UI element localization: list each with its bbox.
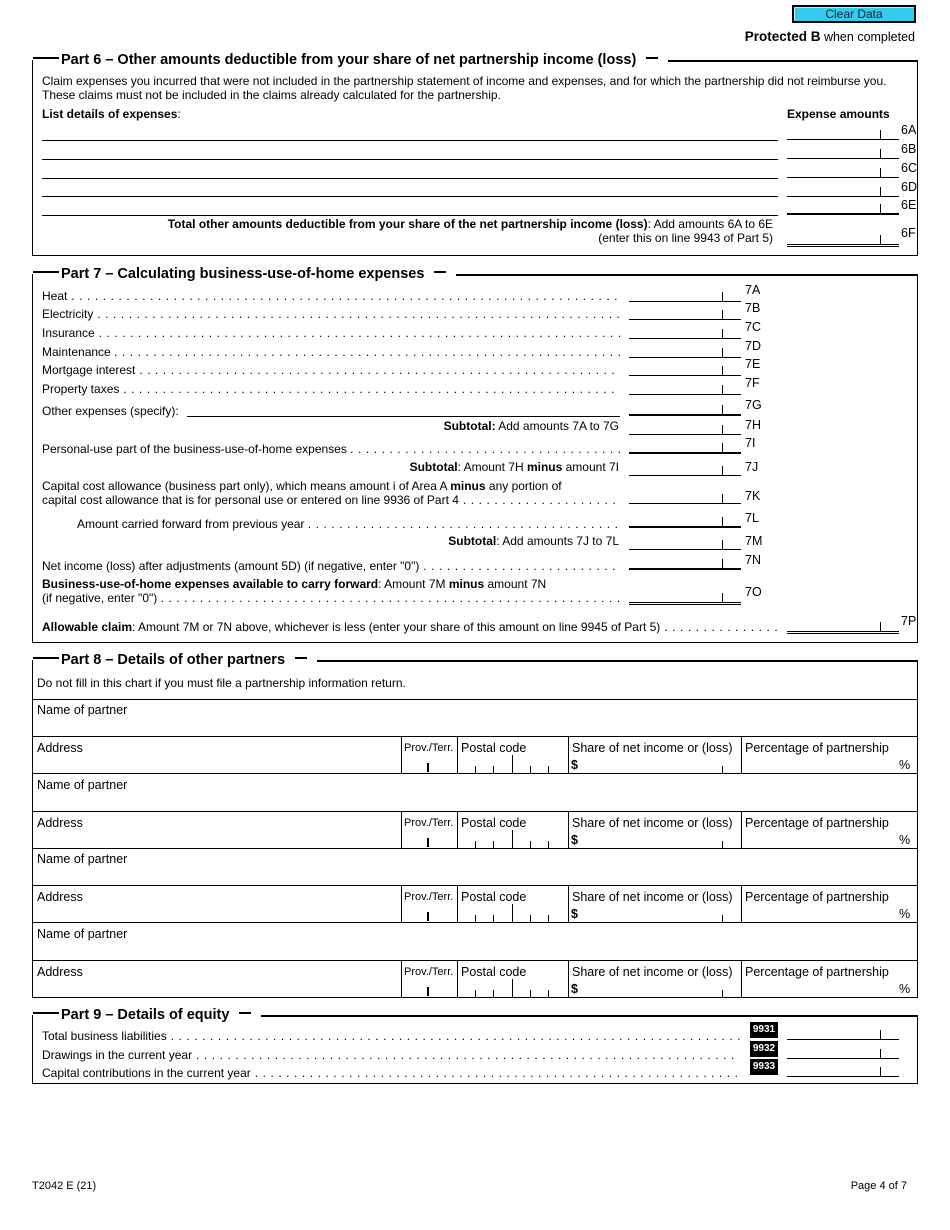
- prov-terr-label: Prov./Terr.: [404, 966, 454, 978]
- code-7e: 7E: [745, 357, 761, 371]
- dollar-sign: $: [571, 758, 578, 772]
- subtotal-7j-label: Subtotal: Amount 7H minus amount 7I: [409, 460, 619, 474]
- address-label: Address: [37, 965, 83, 979]
- other-expenses-specify-line[interactable]: [187, 416, 620, 417]
- prov-terr-label: Prov./Terr.: [404, 891, 454, 903]
- amount-7j[interactable]: [629, 462, 741, 476]
- part6-section: [32, 52, 918, 256]
- amount-7p[interactable]: [787, 619, 899, 634]
- total-amount-6f[interactable]: [787, 232, 899, 247]
- subtotal-7m-label: Subtotal: Add amounts 7J to 7L: [448, 534, 619, 548]
- amount-7k[interactable]: [629, 490, 741, 504]
- share-label: Share of net income or (loss): [572, 890, 733, 904]
- code-6a: 6A: [901, 123, 917, 137]
- percentage-label: Percentage of partnership: [745, 965, 889, 979]
- subtotal-7h-label: Subtotal: Add amounts 7A to 7G: [443, 419, 619, 433]
- code-7f: 7F: [745, 376, 760, 390]
- code-6b: 6B: [901, 142, 917, 156]
- address-label: Address: [37, 890, 83, 904]
- protected-b-notice: Protected B when completed: [744, 29, 915, 44]
- address-field[interactable]: [33, 961, 401, 998]
- code-7a: 7A: [745, 283, 761, 297]
- code-6e: 6E: [901, 198, 917, 212]
- prov-terr-field[interactable]: [402, 829, 456, 849]
- postal-code-field[interactable]: [458, 978, 568, 998]
- code-7i: 7I: [745, 436, 756, 450]
- maintenance-label: Maintenance . . .: [42, 345, 620, 359]
- code-7n: 7N: [745, 553, 761, 567]
- cca-line1: Capital cost allowance (business part only), which means amount i of Area A minus any portion of: [42, 479, 562, 493]
- prov-terr-label: Prov./Terr.: [404, 817, 454, 829]
- total-business-liabilities-field[interactable]: [787, 1026, 899, 1040]
- expense-detail-line[interactable]: [42, 140, 778, 141]
- dollar-sign: $: [571, 833, 578, 847]
- prov-terr-field[interactable]: [402, 903, 456, 923]
- code-7j: 7J: [745, 460, 759, 474]
- clear-data-button[interactable]: Clear Data: [792, 5, 916, 23]
- page-number: Page 4 of 7: [850, 1180, 907, 1192]
- expense-detail-line[interactable]: [42, 215, 778, 216]
- postal-code-field[interactable]: [458, 829, 568, 849]
- postal-code-field[interactable]: [458, 754, 568, 774]
- share-amount-field[interactable]: [581, 754, 739, 774]
- amount-7e[interactable]: [629, 362, 741, 376]
- percent-sign: %: [899, 907, 911, 921]
- percent-sign: %: [899, 833, 911, 847]
- address-field[interactable]: [33, 737, 401, 774]
- amount-7d[interactable]: [629, 344, 741, 358]
- line-code-9932: 9932: [750, 1041, 778, 1057]
- amount-7g[interactable]: [629, 402, 741, 416]
- postal-code-label: Postal code: [461, 741, 527, 755]
- address-label: Address: [37, 741, 83, 755]
- carry-forward-line1: Business-use-of-home expenses available to carry forward: Amount 7M minus amount 7N: [42, 577, 547, 591]
- heat-label: Heat . . .: [42, 289, 620, 303]
- percentage-label: Percentage of partnership: [745, 816, 889, 830]
- share-label: Share of net income or (loss): [572, 741, 733, 755]
- percent-sign: %: [899, 758, 911, 772]
- form-id: T2042 E (21): [32, 1180, 97, 1192]
- partner-block: [33, 923, 917, 998]
- line-code-9933: 9933: [750, 1059, 778, 1075]
- allowable-claim-label: Allowable claim: Amount 7M or 7N above, whichever is less (enter your share of this amount on line 9945 of Part 5) . . .: [42, 620, 780, 634]
- code-6f: 6F: [901, 226, 916, 240]
- name-of-partner-label: Name of partner: [37, 927, 128, 941]
- code-7c: 7C: [745, 320, 761, 334]
- percentage-field[interactable]: [742, 903, 892, 923]
- amount-7n[interactable]: [629, 556, 741, 570]
- percentage-label: Percentage of partnership: [745, 890, 889, 904]
- insurance-label: Insurance . . .: [42, 326, 620, 340]
- part8-title: Part 8 – Details of other partners: [33, 651, 317, 669]
- amount-7m[interactable]: [629, 536, 741, 550]
- partner-block: [33, 848, 917, 923]
- code-7k: 7K: [745, 489, 761, 503]
- prov-terr-field[interactable]: [402, 754, 456, 774]
- other-expenses-label: Other expenses (specify):: [42, 404, 179, 418]
- code-7d: 7D: [745, 339, 761, 353]
- name-of-partner-field[interactable]: [33, 923, 917, 960]
- share-label: Share of net income or (loss): [572, 816, 733, 830]
- name-of-partner-label: Name of partner: [37, 778, 128, 792]
- expense-amount-6b[interactable]: [787, 145, 899, 159]
- part6-list-label: List details of expenses:: [42, 107, 181, 121]
- capital-contributions-field[interactable]: [787, 1063, 899, 1077]
- part7-title: Part 7 – Calculating business-use-of-home expenses: [33, 265, 456, 283]
- electricity-label: Electricity . . .: [42, 307, 620, 321]
- prov-terr-field[interactable]: [402, 978, 456, 998]
- carry-forward-line2: (if negative, enter "0") . . .: [42, 591, 620, 605]
- prov-terr-label: Prov./Terr.: [404, 742, 454, 754]
- address-field[interactable]: [33, 886, 401, 923]
- mortgage-label: Mortgage interest . . .: [42, 363, 620, 377]
- amount-7l[interactable]: [629, 514, 741, 528]
- net-income-label: Net income (loss) after adjustments (amount 5D) (if negative, enter "0") . . .: [42, 559, 620, 573]
- equity-row-label: Total business liabilities . . .: [42, 1029, 740, 1043]
- name-of-partner-label: Name of partner: [37, 703, 128, 717]
- cca-line2: capital cost allowance that is for personal use or entered on line 9936 of Part 4 . . .: [42, 493, 620, 507]
- postal-code-label: Postal code: [461, 816, 527, 830]
- expense-amount-6a[interactable]: [787, 126, 899, 140]
- expense-amount-6c[interactable]: [787, 164, 899, 178]
- equity-row-label: Drawings in the current year . . .: [42, 1048, 740, 1062]
- share-amount-field[interactable]: [581, 829, 739, 849]
- code-6d: 6D: [901, 180, 917, 194]
- address-field[interactable]: [33, 812, 401, 849]
- share-amount-field[interactable]: [581, 903, 739, 923]
- expense-amount-6e[interactable]: [787, 201, 899, 215]
- part8-section: [32, 652, 918, 998]
- expense-detail-line[interactable]: [42, 178, 778, 179]
- share-amount-field[interactable]: [581, 978, 739, 998]
- amount-7i[interactable]: [629, 440, 741, 454]
- percentage-field[interactable]: [742, 829, 892, 849]
- expense-detail-line[interactable]: [42, 159, 778, 160]
- equity-row-label: Capital contributions in the current year . . .: [42, 1066, 740, 1080]
- dollar-sign: $: [571, 982, 578, 996]
- amount-7h[interactable]: [629, 421, 741, 435]
- percent-sign: %: [899, 982, 911, 996]
- percentage-field[interactable]: [742, 978, 892, 998]
- code-7l: 7L: [745, 511, 759, 525]
- share-label: Share of net income or (loss): [572, 965, 733, 979]
- percentage-field[interactable]: [742, 754, 892, 774]
- part7-section: [32, 266, 918, 643]
- personal-use-label: Personal-use part of the business-use-of-home expenses . . .: [42, 442, 620, 456]
- property-taxes-label: Property taxes . . .: [42, 382, 620, 396]
- name-of-partner-field[interactable]: [33, 848, 917, 885]
- amount-7a[interactable]: [629, 288, 741, 302]
- drawings-field[interactable]: [787, 1045, 899, 1059]
- carried-forward-label: Amount carried forward from previous year . . .: [77, 517, 620, 531]
- code-7h: 7H: [745, 418, 761, 432]
- code-7o: 7O: [745, 585, 762, 599]
- name-of-partner-label: Name of partner: [37, 852, 128, 866]
- partner-block: [33, 699, 917, 774]
- amount-7f[interactable]: [629, 381, 741, 395]
- postal-code-label: Postal code: [461, 890, 527, 904]
- postal-code-field[interactable]: [458, 903, 568, 923]
- name-of-partner-field[interactable]: [33, 699, 917, 736]
- percentage-label: Percentage of partnership: [745, 741, 889, 755]
- code-6c: 6C: [901, 161, 917, 175]
- part6-total-label: Total other amounts deductible from your share of the net partnership income (loss): Add amounts 6A to 6E: [167, 217, 773, 231]
- line-code-9931: 9931: [750, 1022, 778, 1038]
- part8-intro: Do not fill in this chart if you must file a partnership information return.: [37, 676, 406, 690]
- expense-detail-line[interactable]: [42, 196, 778, 197]
- code-7b: 7B: [745, 301, 761, 315]
- part6-amounts-header: Expense amounts: [787, 107, 890, 121]
- amount-7c[interactable]: [629, 325, 741, 339]
- dollar-sign: $: [571, 907, 578, 921]
- address-label: Address: [37, 816, 83, 830]
- part9-section: [32, 1007, 918, 1084]
- amount-7o[interactable]: [629, 590, 741, 605]
- part6-title: Part 6 – Other amounts deductible from your share of net partnership income (loss): [33, 51, 668, 69]
- code-7m: 7M: [745, 534, 763, 548]
- amount-7b[interactable]: [629, 306, 741, 320]
- postal-code-label: Postal code: [461, 965, 527, 979]
- expense-amount-6d[interactable]: [787, 183, 899, 197]
- part6-total-line2: (enter this on line 9943 of Part 5): [598, 231, 773, 245]
- part6-intro: Claim expenses you incurred that were not included in the partnership statement of income and expenses, and for which the partnership did not reimburse you. These claims must not be included in the claims already calculated for the partnership.: [42, 74, 887, 102]
- name-of-partner-field[interactable]: [33, 774, 917, 811]
- code-7g: 7G: [745, 398, 762, 412]
- partner-block: [33, 774, 917, 849]
- code-7p: 7P: [901, 614, 917, 628]
- part9-title: Part 9 – Details of equity: [33, 1006, 261, 1024]
